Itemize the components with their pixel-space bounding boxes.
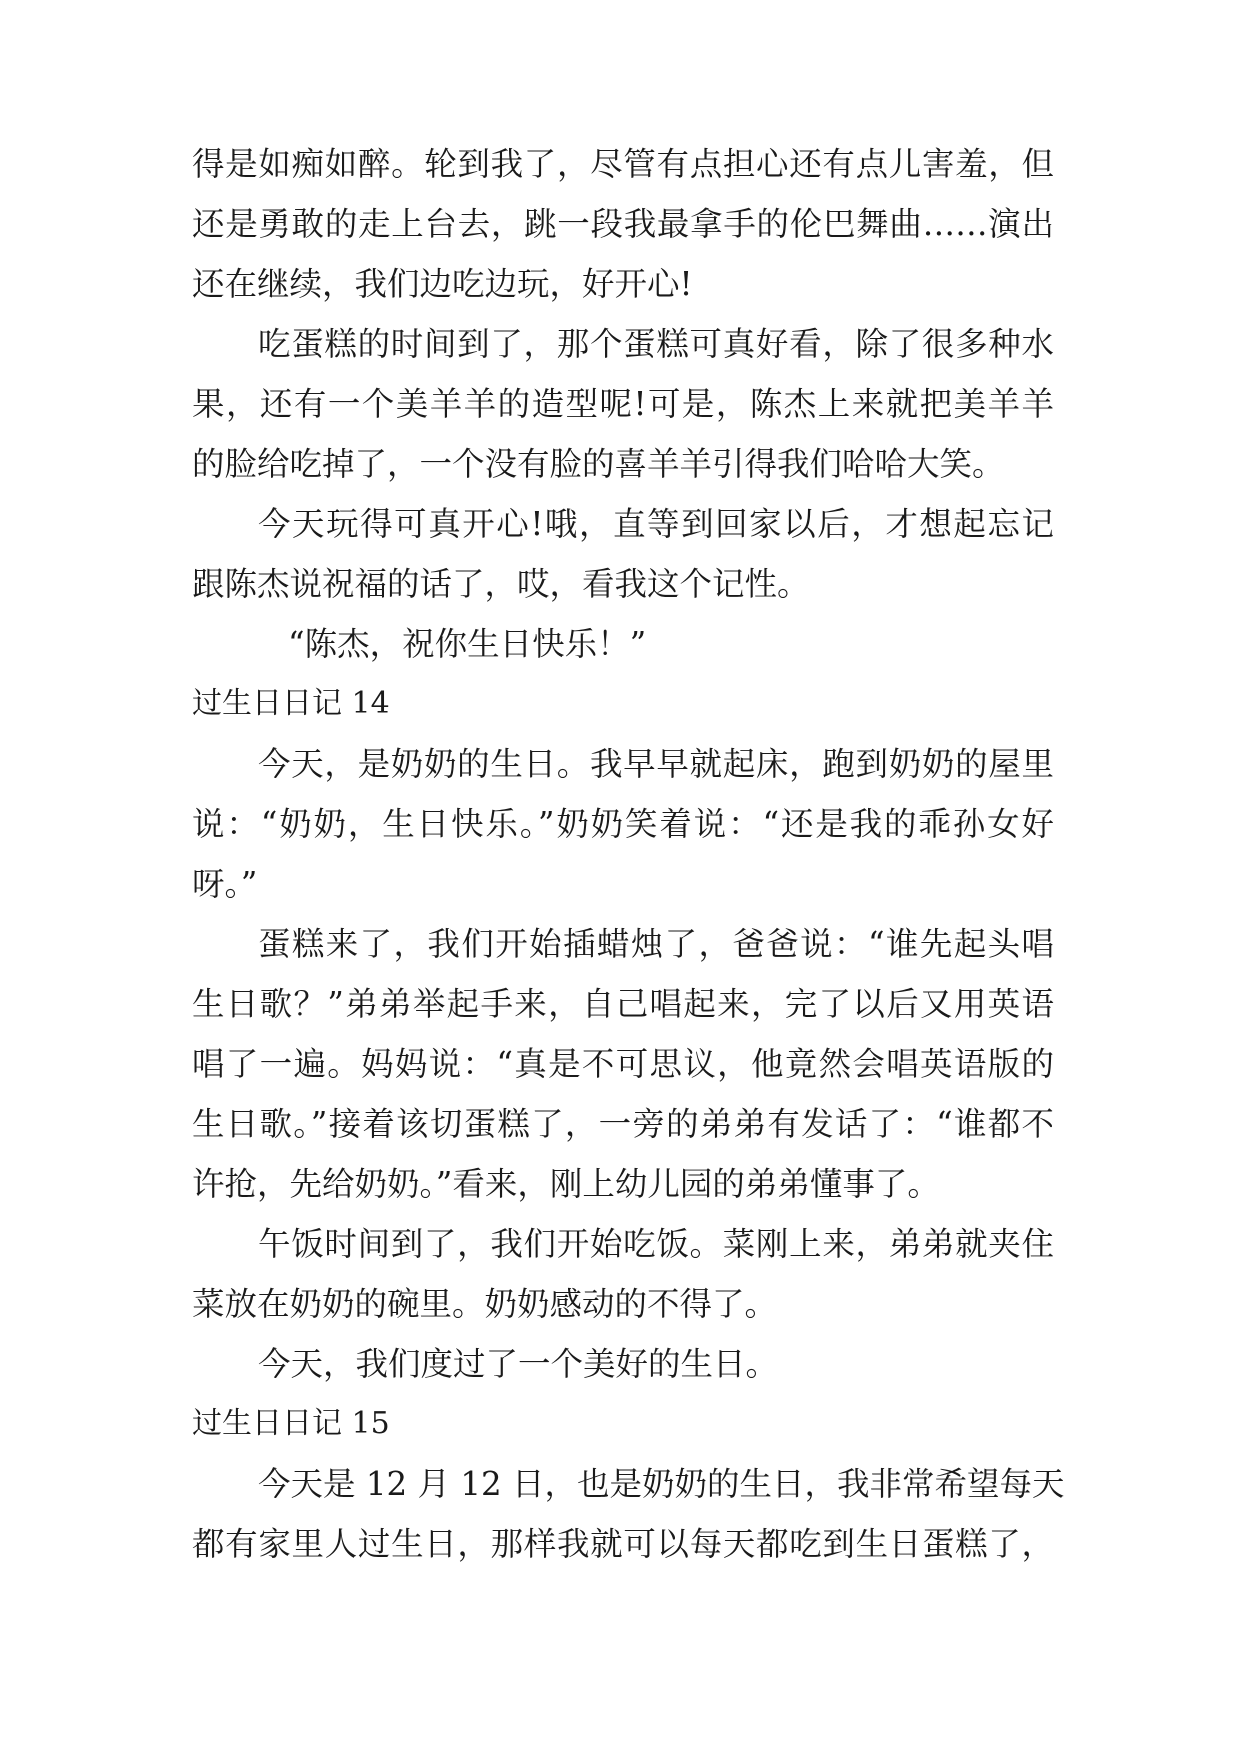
paragraph-line: 还在继续，我们边吃边玩，好开心!: [192, 265, 693, 303]
paragraph-line: 午饭时间到了，我们开始吃饭。菜刚上来，弟弟就夹住: [258, 1225, 1054, 1263]
quote-line: “陈杰，祝你生日快乐！”: [288, 625, 647, 663]
paragraph-line: 都有家里人过生日，那样我就可以每天都吃到生日蛋糕了，: [192, 1525, 1054, 1563]
section-heading: 过生日日记 14: [192, 686, 390, 721]
paragraph-line: 许抢，先给奶奶。”看来，刚上幼儿园的弟弟懂事了。: [192, 1165, 940, 1203]
paragraph-line: 生日歌。”接着该切蛋糕了，一旁的弟弟有发话了：“谁都不: [192, 1105, 1054, 1143]
paragraph-line: 呀。”: [192, 865, 258, 903]
paragraph-line: 果，还有一个美羊羊的造型呢!可是，陈杰上来就把美羊羊: [192, 385, 1054, 423]
paragraph-line: 生日歌？”弟弟举起手来，自己唱起来，完了以后又用英语: [192, 985, 1054, 1023]
paragraph-line: 蛋糕来了，我们开始插蜡烛了，爸爸说：“谁先起头唱: [258, 925, 1054, 963]
paragraph-line: 今天是 12 月 12 日，也是奶奶的生日，我非常希望每天: [258, 1465, 1065, 1503]
paragraph-line: 今天玩得可真开心!哦，直等到回家以后，才想起忘记: [258, 505, 1054, 543]
section-heading: 过生日日记 15: [192, 1406, 390, 1441]
paragraph-line: 吃蛋糕的时间到了，那个蛋糕可真好看，除了很多种水: [258, 325, 1054, 363]
paragraph-line: 跟陈杰说祝福的话了，哎，看我这个记性。: [192, 565, 810, 603]
paragraph-line: 唱了一遍。妈妈说：“真是不可思议，他竟然会唱英语版的: [192, 1045, 1054, 1083]
paragraph-line: 说：“奶奶，生日快乐。”奶奶笑着说：“还是我的乖孙女好: [192, 805, 1054, 843]
paragraph-line: 得是如痴如醉。轮到我了，尽管有点担心还有点儿害羞，但: [192, 145, 1054, 183]
paragraph-line: 今天，是奶奶的生日。我早早就起床，跑到奶奶的屋里: [258, 745, 1054, 783]
paragraph-line: 的脸给吃掉了，一个没有脸的喜羊羊引得我们哈哈大笑。: [192, 445, 1005, 483]
paragraph-line: 还是勇敢的走上台去，跳一段我最拿手的伦巴舞曲……演出: [192, 205, 1054, 243]
paragraph-line: 今天，我们度过了一个美好的生日。: [258, 1345, 779, 1383]
paragraph-line: 菜放在奶奶的碗里。奶奶感动的不得了。: [192, 1285, 778, 1323]
